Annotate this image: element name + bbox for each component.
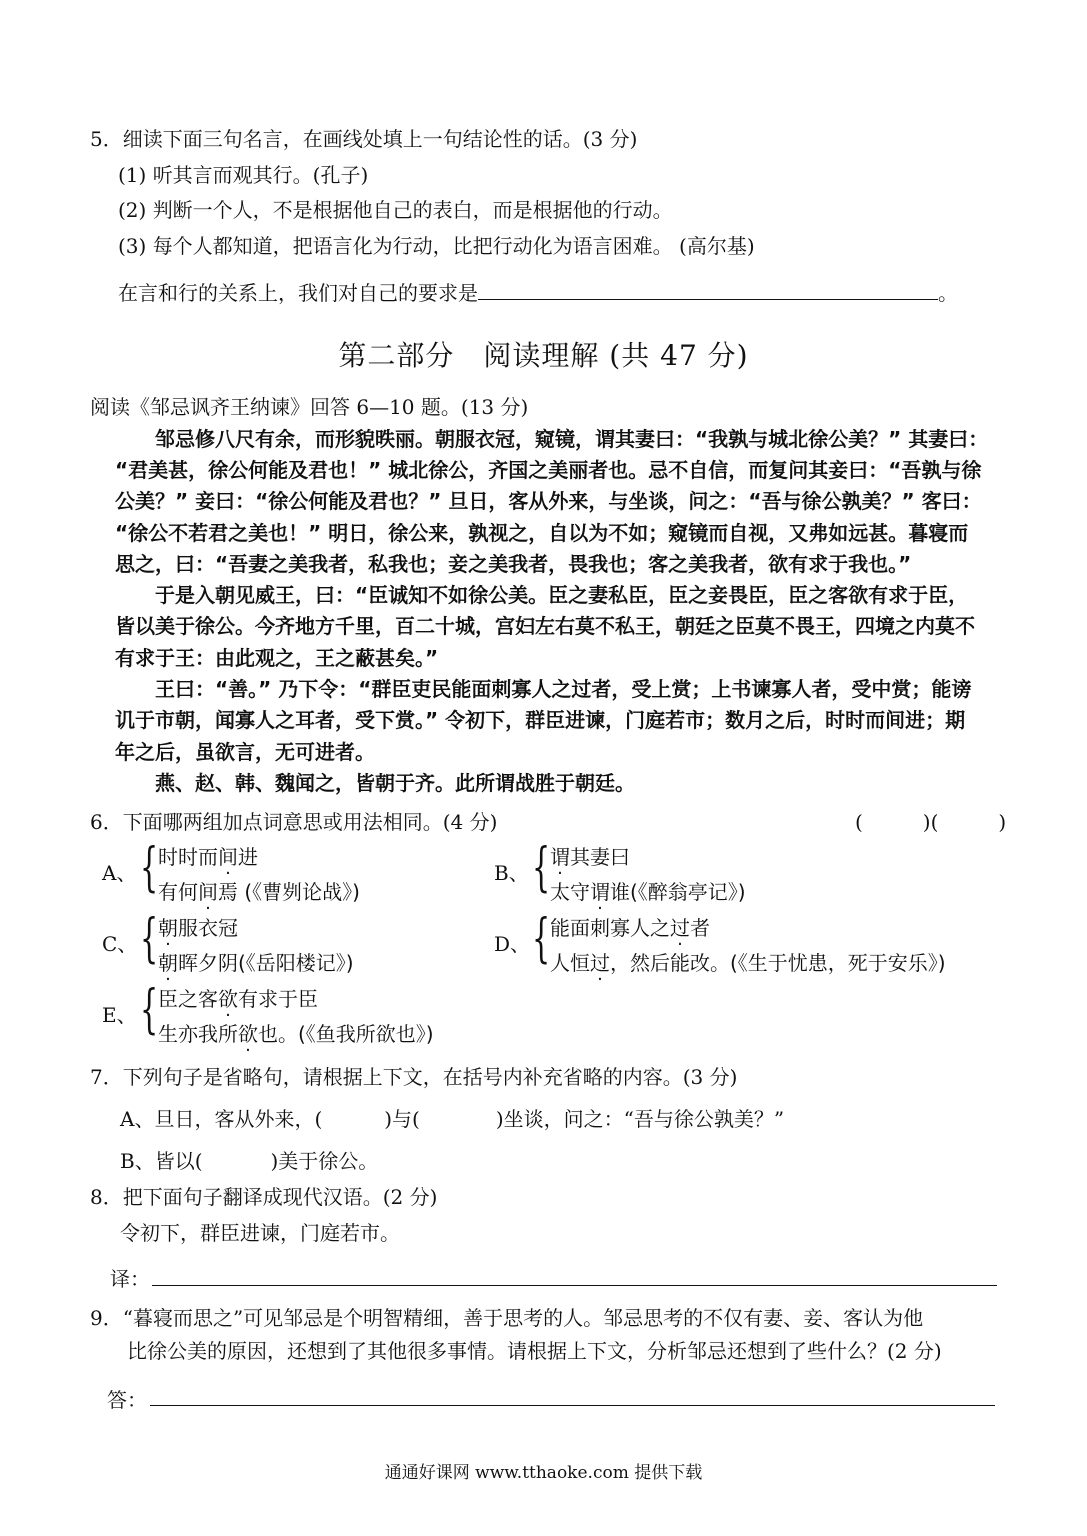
passage-line: 王曰：“善。” 乃下令：“群臣吏民能面刺寡人之过者，受上赏；上书谏寡人者，受中赏；能谤 — [115, 677, 972, 701]
passage-line: 燕、赵、韩、魏闻之，皆朝于齐。此所谓战胜于朝廷。 — [115, 771, 635, 795]
brace-icon: { — [532, 838, 551, 898]
q6-option-a-label: A、 — [102, 861, 137, 885]
q8-answer-line[interactable] — [152, 1285, 997, 1286]
q8-label: 译： — [110, 1267, 150, 1291]
passage-line: 皆以美于徐公。今齐地方千里，百二十城，宫妇左右莫不私王，朝廷之臣莫不畏王，四境之内莫不 — [115, 614, 975, 638]
q6-answer-slots[interactable]: ( )( ) — [855, 810, 1007, 834]
q6-option-b-line2: 太守谓谁(《醉翁亭记》) — [550, 880, 746, 904]
q9-stem-line2: 比徐公美的原因，还想到了其他很多事情。请根据上下文，分析邹忌还想到了些什么？(2 分) — [127, 1339, 942, 1363]
q7-part-b: B、皆以( )美于徐公。 — [120, 1149, 379, 1173]
q7-stem: 7．下列句子是省略句，请根据上下文，在括号内补充省略的内容。(3 分) — [90, 1065, 738, 1089]
q6-option-d-label: D、 — [494, 932, 531, 956]
q5-quote-3: (3) 每个人都知道，把语言化为行动，比把行动化为语言困难。 (高尔基) — [118, 234, 755, 258]
q9-label: 答： — [107, 1388, 147, 1412]
q6-option-a-line2: 有何间焉 (《曹刿论战》) — [158, 880, 360, 904]
brace-icon: { — [140, 909, 159, 969]
passage-line: 思之，曰：“吾妻之美我者，私我也；妾之美我者，畏我也；客之美我者，欲有求于我也。” — [115, 552, 912, 576]
q9-answer-line[interactable] — [150, 1405, 995, 1406]
brace-icon: { — [140, 838, 159, 898]
passage-line: “徐公不若君之美也！” 明日，徐公来，孰视之，自以为不如；窥镜而自视，又弗如远甚。暮寝而 — [115, 521, 969, 545]
passage-line: 于是入朝见威王，曰：“臣诚知不如徐公美。臣之妻私臣，臣之妾畏臣，臣之客欲有求于臣， — [115, 583, 969, 607]
q6-option-a-line1: 时时而间进 — [158, 845, 258, 869]
q5-prompt: 在言和行的关系上，我们对自己的要求是 — [118, 281, 478, 305]
reading-intro: 阅读《邹忌讽齐王纳谏》回答 6—10 题。(13 分) — [90, 395, 529, 419]
passage-line: 有求于王：由此观之，王之蔽甚矣。” — [115, 646, 439, 670]
q5-answer-blank[interactable] — [478, 277, 938, 300]
q8-sentence: 令初下，群臣进谏，门庭若市。 — [120, 1221, 400, 1245]
q5-stem: 5．细读下面三句名言，在画线处填上一句结论性的话。(3 分) — [90, 127, 638, 151]
q5-quote-1: (1) 听其言而观其行。(孔子) — [118, 163, 369, 187]
q6-option-e-line1: 臣之客欲有求于臣 — [158, 987, 318, 1011]
brace-icon: { — [532, 909, 551, 969]
passage-line: 公美？” 妾曰：“徐公何能及君也？” 旦日，客从外来，与坐谈，问之：“吾与徐公孰美？” 客曰： — [115, 489, 982, 513]
q6-option-c-line2: 朝晖夕阴(《岳阳楼记》) — [158, 951, 354, 975]
q5-answer-line — [118, 277, 958, 308]
q6-option-e-label: E、 — [102, 1003, 137, 1027]
q5-end: 。 — [938, 281, 958, 305]
footer-text: 通通好课网 www.tthaoke.com 提供下载 — [384, 1463, 703, 1483]
q6-option-e-line2: 生亦我所欲也。(《鱼我所欲也》) — [158, 1022, 434, 1046]
q6-option-c-label: C、 — [102, 932, 138, 956]
passage-line: 邹忌修八尺有余，而形貌昳丽。朝服衣冠，窥镜，谓其妻曰：“我孰与城北徐公美？” 其妻曰： — [115, 427, 989, 451]
brace-icon: { — [140, 980, 159, 1040]
q6-option-b-line1: 谓其妻曰 — [550, 845, 630, 869]
q6-option-b-label: B、 — [494, 861, 529, 885]
q6-option-d-line1: 能面刺寡人之过者 — [550, 916, 710, 940]
q6-option-c-line1: 朝服衣冠 — [158, 916, 238, 940]
passage-line: 年之后，虽欲言，无可进者。 — [115, 740, 375, 764]
passage-line: 讥于市朝，闻寡人之耳者，受下赏。” 令初下，群臣进谏，门庭若市；数月之后，时时而间进；期 — [115, 708, 966, 732]
q6-stem: 6．下面哪两组加点词意思或用法相同。(4 分) — [90, 810, 498, 834]
q7-part-a: A、旦日，客从外来，( )与( )坐谈，问之：“吾与徐公孰美？” — [120, 1107, 785, 1131]
passage-line: “君美甚，徐公何能及君也！” 城北徐公，齐国之美丽者也。忌不自信，而复问其妾曰：“吾孰与徐 — [115, 458, 982, 482]
q6-option-d-line2: 人恒过，然后能改。(《生于忧患，死于安乐》) — [550, 951, 946, 975]
section-title: 第二部分 阅读理解 (共 47 分) — [338, 339, 749, 372]
q9-stem-line1: 9．“暮寝而思之”可见邹忌是个明智精细，善于思考的人。邹忌思考的不仅有妻、妾、客认为他 — [90, 1306, 924, 1330]
q8-stem: 8．把下面句子翻译成现代汉语。(2 分) — [90, 1185, 438, 1209]
q5-quote-2: (2) 判断一个人，不是根据他自己的表白，而是根据他的行动。 — [118, 198, 673, 222]
